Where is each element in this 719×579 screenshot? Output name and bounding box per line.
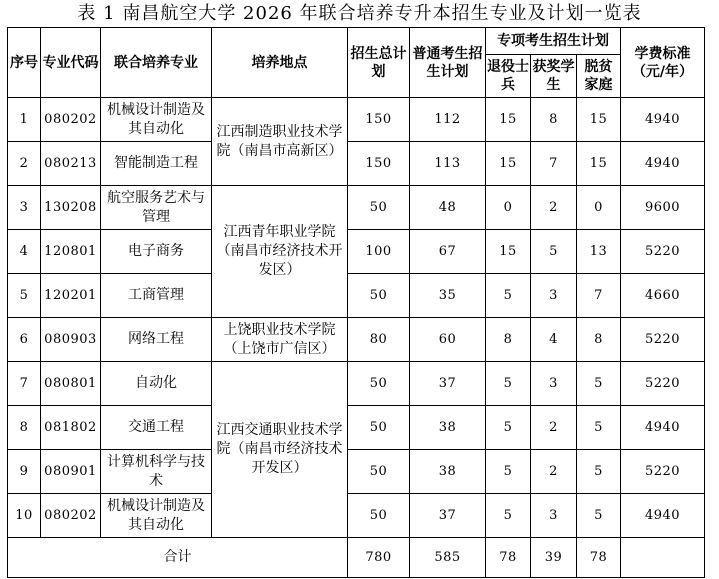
row-regular: 60	[410, 318, 486, 362]
row-tuition: 4940	[621, 142, 705, 186]
row-awarded: 4	[531, 318, 577, 362]
row-major: 工商管理	[101, 274, 212, 318]
row-awarded: 5	[531, 230, 577, 274]
table-row	[8, 230, 705, 274]
row-major: 网络工程	[101, 318, 212, 362]
row-code: 080901	[41, 450, 101, 494]
row-seq: 10	[8, 494, 41, 538]
row-seq: 9	[8, 450, 41, 494]
row-code: 081802	[41, 406, 101, 450]
table-row	[8, 98, 705, 142]
row-seq: 3	[8, 186, 41, 230]
table-row	[8, 362, 705, 406]
row-awarded: 3	[531, 362, 577, 406]
row-poverty: 8	[577, 318, 621, 362]
row-tuition: 5220	[621, 318, 705, 362]
totals-label: 合计	[8, 538, 348, 578]
row-veterans: 8	[486, 318, 531, 362]
row-regular: 38	[410, 406, 486, 450]
row-tuition: 5220	[621, 450, 705, 494]
row-veterans: 5	[486, 450, 531, 494]
row-total: 50	[348, 450, 410, 494]
header-awarded: 获奖学生	[531, 55, 577, 98]
row-veterans: 5	[486, 494, 531, 538]
row-seq: 4	[8, 230, 41, 274]
row-total: 150	[348, 142, 410, 186]
header-total: 招生总计划	[348, 28, 410, 98]
row-major: 计算机科学与技术	[101, 450, 212, 494]
header-tuition: 学费标准（元/年）	[621, 28, 705, 98]
table-row	[8, 406, 705, 450]
row-total: 100	[348, 230, 410, 274]
row-poverty: 0	[577, 186, 621, 230]
row-poverty: 7	[577, 274, 621, 318]
totals-row	[8, 538, 705, 578]
row-veterans: 5	[486, 274, 531, 318]
row-veterans: 5	[486, 406, 531, 450]
row-code: 120201	[41, 274, 101, 318]
header-poverty: 脱贫家庭	[577, 55, 621, 98]
row-awarded: 3	[531, 494, 577, 538]
header-seq: 序号	[8, 28, 41, 98]
row-total: 50	[348, 406, 410, 450]
table-row	[8, 274, 705, 318]
row-tuition: 4940	[621, 98, 705, 142]
header-special-group: 专项考生招生计划	[486, 28, 621, 55]
location-cell: 江西交通职业技术学院（南昌市经济技术开发区）	[212, 362, 348, 538]
row-major: 自动化	[101, 362, 212, 406]
totals-total: 780	[348, 538, 410, 578]
row-veterans: 0	[486, 186, 531, 230]
row-awarded: 8	[531, 98, 577, 142]
row-seq: 6	[8, 318, 41, 362]
row-seq: 1	[8, 98, 41, 142]
row-regular: 37	[410, 362, 486, 406]
row-seq: 2	[8, 142, 41, 186]
row-code: 080202	[41, 98, 101, 142]
row-awarded: 3	[531, 274, 577, 318]
totals-regular: 585	[410, 538, 486, 578]
row-regular: 112	[410, 98, 486, 142]
row-awarded: 2	[531, 186, 577, 230]
table-row	[8, 142, 705, 186]
table-title: 表 1 南昌航空大学 2026 年联合培养专升本招生专业及计划一览表	[77, 3, 642, 24]
row-awarded: 2	[531, 450, 577, 494]
row-major: 智能制造工程	[101, 142, 212, 186]
header-code: 专业代码	[41, 28, 101, 98]
row-awarded: 7	[531, 142, 577, 186]
row-code: 080903	[41, 318, 101, 362]
row-tuition: 9600	[621, 186, 705, 230]
header-major: 联合培养专业	[101, 28, 212, 98]
row-seq: 5	[8, 274, 41, 318]
row-poverty: 5	[577, 494, 621, 538]
enrollment-plan-table	[7, 27, 705, 578]
totals-tuition-empty	[621, 538, 705, 578]
row-awarded: 2	[531, 406, 577, 450]
location-cell: 江西制造职业技术学院（南昌市高新区）	[212, 98, 348, 186]
row-tuition: 4940	[621, 494, 705, 538]
row-major: 航空服务艺术与管理	[101, 186, 212, 230]
row-major: 机械设计制造及其自动化	[101, 98, 212, 142]
row-regular: 35	[410, 274, 486, 318]
row-major: 机械设计制造及其自动化	[101, 494, 212, 538]
row-total: 50	[348, 186, 410, 230]
row-tuition: 5220	[621, 230, 705, 274]
row-code: 080213	[41, 142, 101, 186]
row-veterans: 15	[486, 142, 531, 186]
row-seq: 8	[8, 406, 41, 450]
totals-veterans: 78	[486, 538, 531, 578]
row-poverty: 5	[577, 362, 621, 406]
row-total: 50	[348, 362, 410, 406]
row-veterans: 15	[486, 230, 531, 274]
row-poverty: 15	[577, 98, 621, 142]
totals-awarded: 39	[531, 538, 577, 578]
row-poverty: 15	[577, 142, 621, 186]
row-code: 120801	[41, 230, 101, 274]
row-seq: 7	[8, 362, 41, 406]
row-total: 50	[348, 494, 410, 538]
row-poverty: 5	[577, 450, 621, 494]
table-row	[8, 318, 705, 362]
row-code: 080801	[41, 362, 101, 406]
table-row	[8, 494, 705, 538]
row-poverty: 5	[577, 406, 621, 450]
row-regular: 113	[410, 142, 486, 186]
row-regular: 48	[410, 186, 486, 230]
row-major: 交通工程	[101, 406, 212, 450]
location-cell: 上饶职业技术学院（上饶市广信区）	[212, 318, 348, 362]
header-location: 培养地点	[212, 28, 348, 98]
row-tuition: 4660	[621, 274, 705, 318]
row-code: 130208	[41, 186, 101, 230]
row-regular: 38	[410, 450, 486, 494]
row-poverty: 13	[577, 230, 621, 274]
row-regular: 37	[410, 494, 486, 538]
row-tuition: 5220	[621, 362, 705, 406]
row-major: 电子商务	[101, 230, 212, 274]
location-cell: 江西青年职业学院（南昌市经济技术开发区）	[212, 186, 348, 318]
row-total: 50	[348, 274, 410, 318]
row-code: 080202	[41, 494, 101, 538]
table-row	[8, 450, 705, 494]
row-total: 80	[348, 318, 410, 362]
header-regular: 普通考生招生计划	[410, 28, 486, 98]
table-row	[8, 186, 705, 230]
header-veterans: 退役士兵	[486, 55, 531, 98]
totals-poverty: 78	[577, 538, 621, 578]
row-tuition: 4940	[621, 406, 705, 450]
row-regular: 67	[410, 230, 486, 274]
row-veterans: 5	[486, 362, 531, 406]
row-veterans: 15	[486, 98, 531, 142]
row-total: 150	[348, 98, 410, 142]
